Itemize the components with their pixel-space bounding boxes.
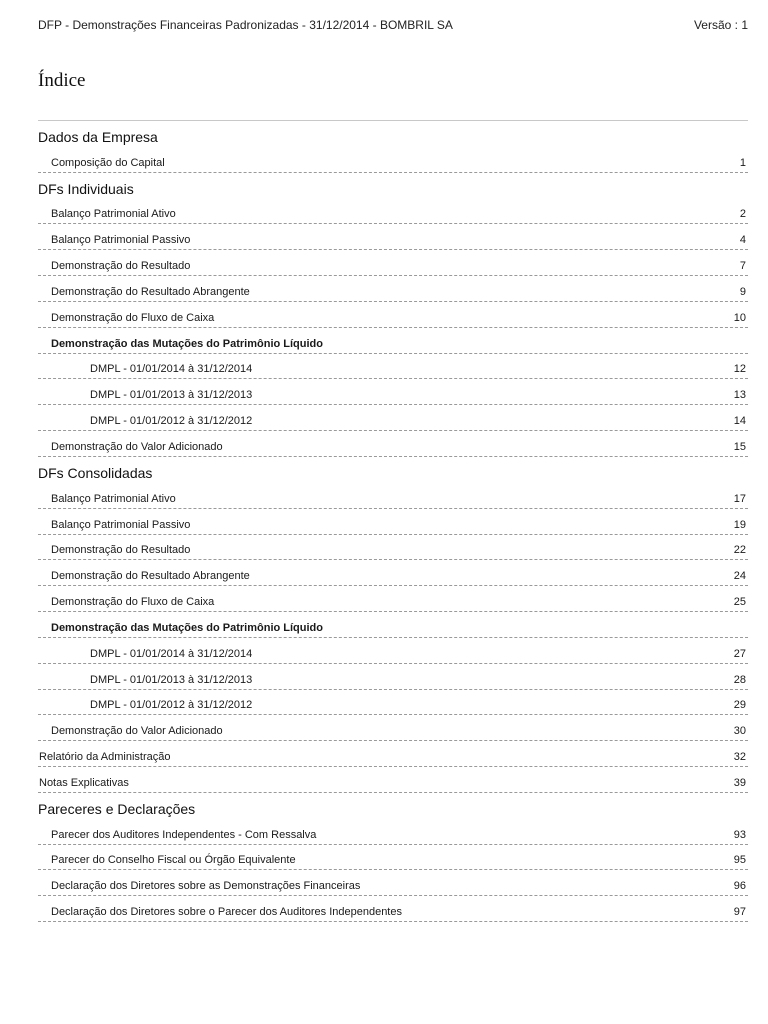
toc-entry-label: Relatório da Administração (39, 751, 171, 764)
toc-entry-label: Balanço Patrimonial Passivo (51, 518, 191, 531)
toc-section-heading (38, 121, 748, 147)
toc-entry[interactable] (38, 328, 748, 354)
toc-entry-page-number: 22 (733, 544, 746, 557)
toc-entry-page-number: 12 (733, 363, 746, 376)
document-header-title: DFP - Demonstrações Financeiras Padronizadas - 31/12/2014 - BOMBRIL SA (38, 18, 453, 32)
toc-entry[interactable] (38, 715, 748, 741)
page-header (38, 18, 748, 32)
page-title: Índice (38, 70, 86, 91)
toc-entry[interactable] (38, 276, 748, 302)
toc-entry-label: Parecer do Conselho Fiscal ou Órgão Equivalente (51, 854, 296, 867)
toc-entry-page-number: 28 (733, 673, 746, 686)
toc-entry-page-number: 32 (733, 751, 746, 764)
toc-entry[interactable] (38, 302, 748, 328)
table-of-contents (38, 121, 748, 922)
toc-entry-page-number: 2 (739, 208, 746, 221)
toc-entry-page-number: 97 (733, 906, 746, 919)
toc-entry-page-number: 15 (733, 440, 746, 453)
toc-entry-label: DMPL - 01/01/2013 à 31/12/2013 (90, 389, 253, 402)
toc-section-heading (38, 793, 748, 819)
section-heading-label: DFs Consolidadas (38, 464, 153, 481)
toc-entry[interactable] (38, 483, 748, 509)
toc-entry[interactable] (38, 250, 748, 276)
toc-entry[interactable] (38, 354, 748, 380)
toc-entry-label: DMPL - 01/01/2012 à 31/12/2012 (90, 699, 253, 712)
toc-entry-page-number: 4 (739, 234, 746, 247)
toc-entry[interactable] (38, 664, 748, 690)
toc-entry[interactable] (38, 767, 748, 793)
toc-entry-page-number: 17 (733, 492, 746, 505)
toc-entry-page-number: 10 (733, 311, 746, 324)
toc-entry[interactable] (38, 405, 748, 431)
toc-entry[interactable] (38, 586, 748, 612)
version-label: Versão : 1 (693, 18, 748, 32)
toc-entry-page-number: 96 (733, 880, 746, 893)
section-heading-label: Dados da Empresa (38, 128, 158, 145)
toc-entry[interactable] (38, 379, 748, 405)
toc-entry-label: Demonstração do Fluxo de Caixa (51, 596, 215, 609)
toc-entry-label: Notas Explicativas (39, 776, 129, 789)
toc-entry-label: Declaração dos Diretores sobre as Demonstrações Financeiras (51, 880, 361, 893)
toc-entry-label: Declaração dos Diretores sobre o Parecer dos Auditores Independentes (51, 906, 402, 919)
toc-entry-label: Demonstração do Resultado (51, 544, 191, 557)
toc-entry[interactable] (38, 870, 748, 896)
toc-entry-page-number: 93 (733, 828, 746, 841)
toc-entry-label: Demonstração das Mutações do Patrimônio Líquido (51, 621, 323, 634)
toc-entry[interactable] (38, 509, 748, 535)
toc-entry[interactable] (38, 199, 748, 225)
section-heading-label: Pareceres e Declarações (38, 800, 196, 817)
toc-entry-page-number: 13 (733, 389, 746, 402)
toc-entry-label: Demonstração do Resultado Abrangente (51, 570, 250, 583)
toc-entry-label: Demonstração do Resultado Abrangente (51, 285, 250, 298)
toc-entry-page-number: 19 (733, 518, 746, 531)
toc-entry-label: Composição do Capital (51, 156, 165, 169)
toc-entry-label: Demonstração das Mutações do Patrimônio Líquido (51, 337, 323, 350)
toc-entry-label: DMPL - 01/01/2014 à 31/12/2014 (90, 363, 253, 376)
toc-entry-label: DMPL - 01/01/2013 à 31/12/2013 (90, 673, 253, 686)
toc-entry-page-number: 1 (739, 156, 746, 169)
toc-entry-page-number: 7 (739, 260, 746, 273)
toc-entry-page-number: 95 (733, 854, 746, 867)
toc-entry[interactable] (38, 690, 748, 716)
toc-entry[interactable] (38, 845, 748, 871)
toc-entry[interactable] (38, 896, 748, 922)
toc-entry-label: Demonstração do Resultado (51, 260, 191, 273)
toc-entry-label: Balanço Patrimonial Ativo (51, 208, 176, 221)
toc-entry-label: Parecer dos Auditores Independentes - Com Ressalva (51, 828, 317, 841)
toc-entry-page-number: 30 (733, 725, 746, 738)
toc-entry-page-number: 24 (733, 570, 746, 583)
toc-entry-page-number: 27 (733, 647, 746, 660)
toc-entry[interactable] (38, 224, 748, 250)
section-heading-label: DFs Individuais (38, 180, 134, 197)
toc-section-heading (38, 457, 748, 483)
toc-entry[interactable] (38, 147, 748, 173)
toc-entry[interactable] (38, 741, 748, 767)
toc-entry-page-number: 14 (733, 415, 746, 428)
toc-entry-label: Demonstração do Valor Adicionado (51, 440, 223, 453)
toc-entry[interactable] (38, 819, 748, 845)
toc-entry-page-number: 39 (733, 776, 746, 789)
toc-entry-label: Demonstração do Valor Adicionado (51, 725, 223, 738)
toc-entry-label: Demonstração do Fluxo de Caixa (51, 311, 215, 324)
toc-entry-page-number: 29 (733, 699, 746, 712)
toc-entry[interactable] (38, 638, 748, 664)
toc-entry[interactable] (38, 535, 748, 561)
toc-entry[interactable] (38, 612, 748, 638)
toc-entry-label: Balanço Patrimonial Ativo (51, 492, 176, 505)
toc-entry-label: DMPL - 01/01/2012 à 31/12/2012 (90, 415, 253, 428)
toc-entry-label: Balanço Patrimonial Passivo (51, 234, 191, 247)
toc-entry-label: DMPL - 01/01/2014 à 31/12/2014 (90, 647, 253, 660)
toc-section-heading (38, 173, 748, 199)
toc-entry[interactable] (38, 560, 748, 586)
toc-entry[interactable] (38, 431, 748, 457)
toc-entry-page-number: 25 (733, 596, 746, 609)
toc-entry-page-number: 9 (739, 285, 746, 298)
